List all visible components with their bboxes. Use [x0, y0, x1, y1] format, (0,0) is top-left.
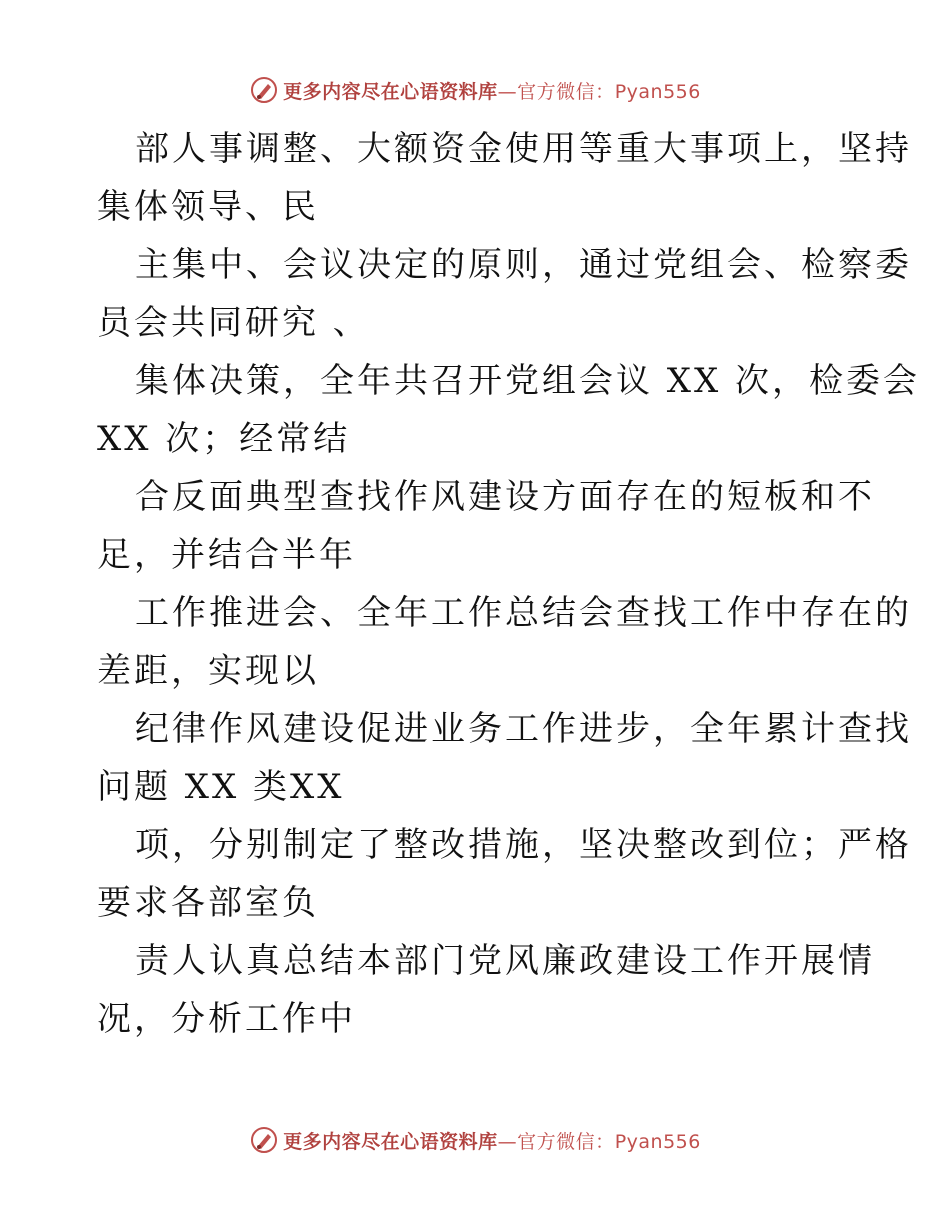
- wechat-id: Pyan556: [614, 80, 701, 103]
- paragraph-7: [97, 816, 912, 932]
- paragraph-2: [97, 236, 912, 352]
- paragraph-5: [97, 584, 912, 700]
- wechat-id: Pyan556: [614, 1130, 701, 1153]
- footer-banner: [0, 1120, 950, 1160]
- site-name: 更多内容尽在心语资料库: [283, 1130, 498, 1153]
- paragraph-line: 责人认真总结本部门党风廉政建设工作开展情: [135, 941, 875, 981]
- paragraph-line: 问题 XX 类XX: [97, 767, 345, 807]
- paragraph-6: [97, 700, 912, 816]
- banner-separator: —: [497, 1130, 518, 1153]
- paragraph-8: [97, 932, 875, 1048]
- paragraph-line: 部人事调整、大额资金使用等重大事项上，坚持: [135, 129, 912, 169]
- paragraph-4: [97, 468, 875, 584]
- paragraph-line: 纪律作风建设促进业务工作进步，全年累计查找: [135, 709, 912, 749]
- paragraph-3: [97, 352, 921, 468]
- paragraph-line: XX 次；经常结: [97, 419, 351, 459]
- paragraph-line: 主集中、会议决定的原则，通过党组会、检察委: [135, 245, 912, 285]
- wechat-label: 官方微信：: [517, 1130, 615, 1153]
- wechat-label: 官方微信：: [517, 80, 615, 103]
- paragraph-line: 合反面典型查找作风建设方面存在的短板和不: [135, 477, 875, 517]
- banner-separator: —: [497, 80, 518, 103]
- paragraph-line: 项，分别制定了整改措施，坚决整改到位；严格: [135, 825, 912, 865]
- paragraph-line: 足，并结合半年: [97, 535, 356, 575]
- pen-logo-icon: [249, 75, 279, 105]
- header-banner: [0, 70, 950, 110]
- paragraph-line: 集体领导、民: [97, 187, 319, 227]
- pen-logo-icon: [249, 1125, 279, 1155]
- paragraph-line: 集体决策，全年共召开党组会议 XX 次，检委会: [135, 361, 921, 401]
- paragraph-line: 员会共同研究 、: [97, 303, 370, 343]
- paragraph-line: 要求各部室负: [97, 883, 319, 923]
- document-body: [97, 120, 921, 1048]
- paragraph-line: 况，分析工作中: [97, 999, 356, 1039]
- paragraph-1: [97, 120, 912, 236]
- paragraph-line: 差距，实现以: [97, 651, 319, 691]
- paragraph-line: 工作推进会、全年工作总结会查找工作中存在的: [135, 593, 912, 633]
- site-name: 更多内容尽在心语资料库: [283, 80, 498, 103]
